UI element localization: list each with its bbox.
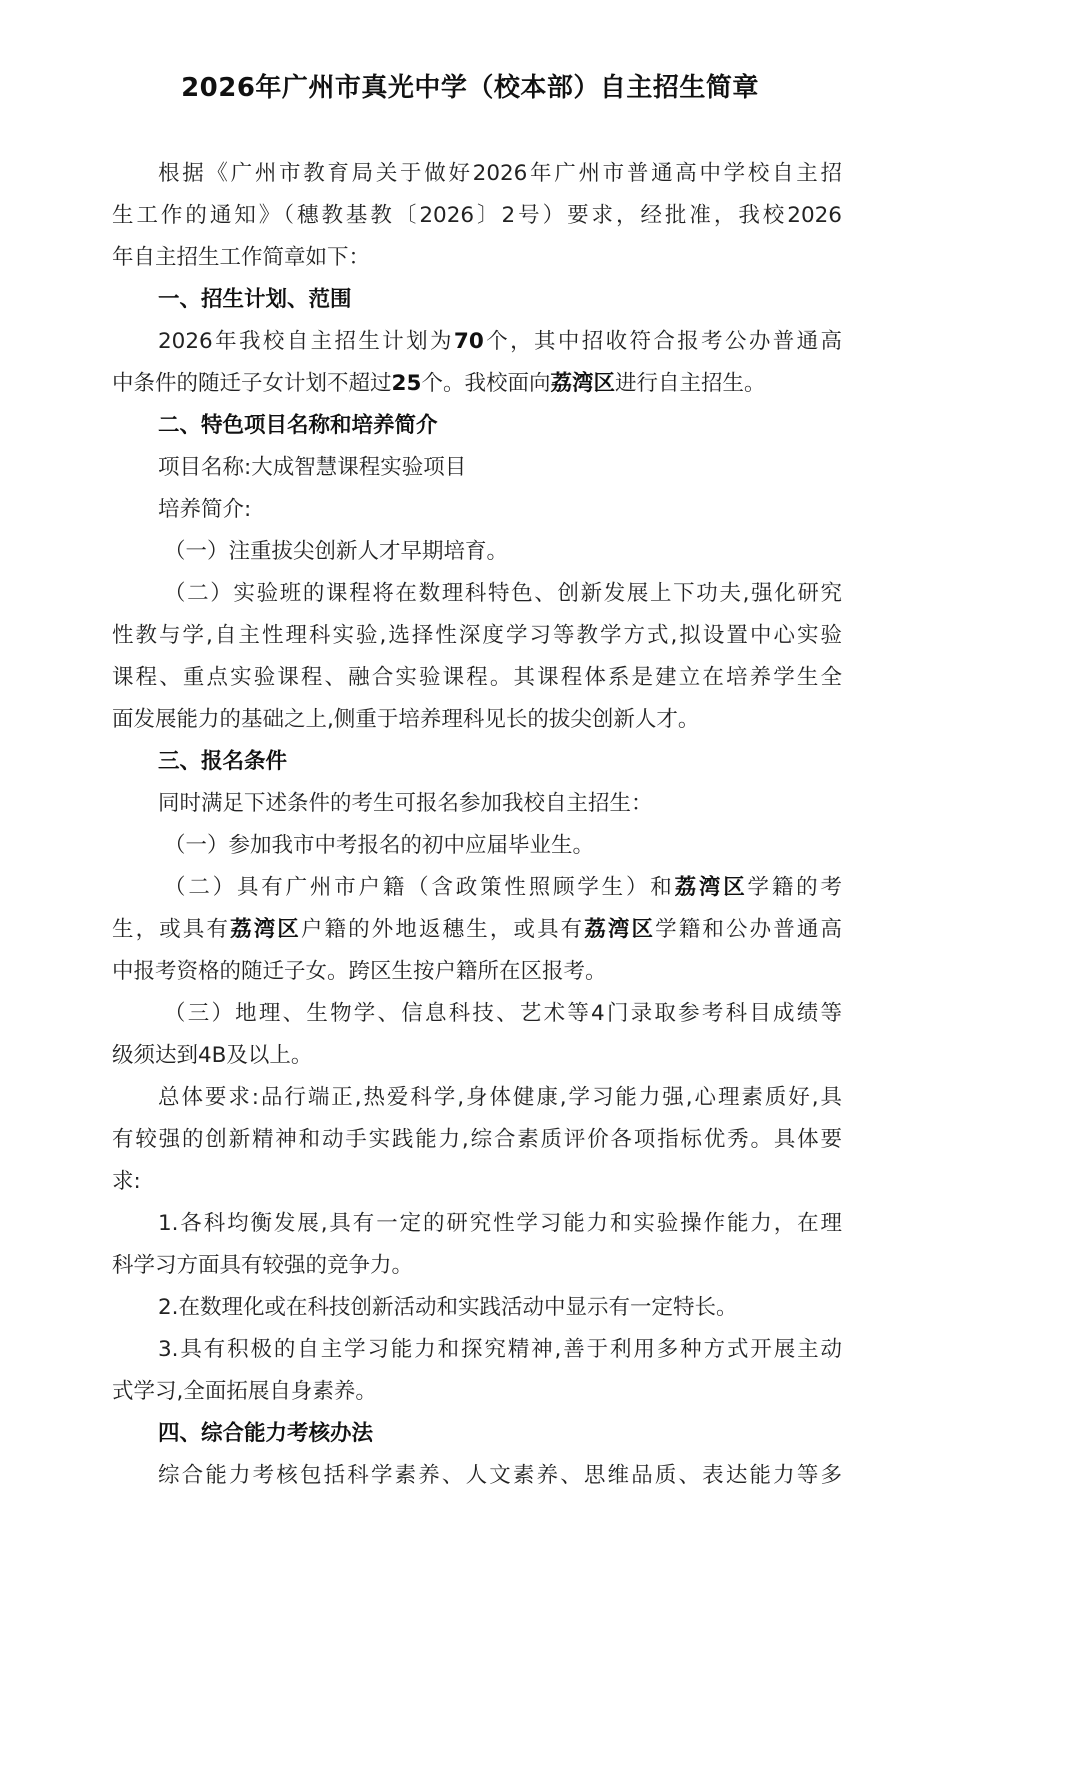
condition-1: （一）参加我市中考报名的初中应届毕业生。: [164, 833, 595, 858]
c2-text: 户籍的外地返穗生，或具有: [300, 917, 585, 942]
conditions-lead: 同时满足下述条件的考生可报名参加我校自主招生：: [158, 791, 653, 816]
document-title: 2026年广州市真光中学（校本部）自主招生简章: [181, 73, 759, 103]
training-point-2-line-3: 课程、重点实验课程、融合实验课程。其课程体系是建立在培养学生全: [112, 665, 842, 690]
requirement-1-line-2: 科学习方面具有较强的竞争力。: [112, 1253, 414, 1278]
condition-3-line-1: （三）地理、生物学、信息科技、艺术等4门录取参考科目成绩等: [164, 1001, 842, 1026]
condition-3-line-2: 级须达到4B及以上。: [112, 1043, 313, 1068]
c2-text: 生，或具有: [112, 917, 231, 942]
section-1-line-2: [112, 363, 842, 405]
training-point-2-line-4: 面发展能力的基础之上,侧重于培养理科见长的拔尖创新人才。: [112, 707, 700, 732]
district-name: 荔湾区: [584, 917, 656, 942]
section-2-heading: 二、特色项目名称和培养简介: [158, 413, 438, 438]
training-point-2-line-2: 性教与学,自主性理科实验,选择性深度学习等教学方式,拟设置中心实验: [112, 623, 842, 648]
section-4-heading: 四、综合能力考核办法: [158, 1421, 374, 1446]
overall-line-1: 总体要求:品行端正,热爱科学,身体健康,学习能力强,心理素质好,具: [158, 1085, 842, 1110]
section-4-line-1: 综合能力考核包括科学素养、人文素养、思维品质、表达能力等多: [158, 1463, 842, 1488]
training-point-2-line-1: （二）实验班的课程将在数理科特色、创新发展上下功夫,强化研究: [164, 581, 842, 606]
condition-2-line-1: [112, 867, 842, 909]
section-1-line-1: [112, 321, 842, 363]
section-1-heading: 一、招生计划、范围: [158, 287, 352, 312]
plan-count: 70: [453, 329, 484, 354]
s1-text: 个。我校面向: [421, 371, 551, 396]
c2-text: （二）具有广州市户籍（含政策性照顾学生）和: [164, 875, 675, 900]
s1-text: 进行自主招生。: [614, 371, 766, 396]
district-name: 荔湾区: [550, 371, 615, 396]
training-point-1: （一）注重拔尖创新人才早期培育。: [164, 539, 509, 564]
district-name: 荔湾区: [230, 917, 301, 942]
condition-2-line-2: [112, 909, 842, 951]
intro-line-2: 生工作的通知》（穗教基教〔2026〕2号）要求，经批准，我校2026: [112, 203, 842, 228]
migrant-count: 25: [391, 371, 422, 396]
intro-line-3: 年自主招生工作简章如下：: [112, 245, 371, 270]
condition-2-line-3: 中报考资格的随迁子女。跨区生按户籍所在区报考。: [112, 959, 607, 984]
s1-text: 个，其中招收符合报考公办普通高: [483, 329, 842, 354]
requirement-3-line-2: 式学习,全面拓展自身素养。: [112, 1379, 377, 1404]
requirement-2: 2.在数理化或在科技创新活动和实践活动中显示有一定特长。: [158, 1295, 738, 1320]
intro-line-1: 根据《广州市教育局关于做好2026年广州市普通高中学校自主招: [158, 161, 842, 186]
training-intro: 培养简介:: [158, 497, 252, 522]
c2-text: 学籍的考: [747, 875, 842, 900]
requirement-3-line-1: 3.具有积极的自主学习能力和探究精神,善于利用多种方式开展主动: [158, 1337, 842, 1362]
c2-text: 学籍和公办普通高: [655, 917, 842, 942]
overall-line-2: 有较强的创新精神和动手实践能力,综合素质评价各项指标优秀。具体要: [112, 1127, 842, 1152]
district-name: 荔湾区: [674, 875, 748, 900]
project-name: 项目名称:大成智慧课程实验项目: [158, 455, 467, 480]
section-3-heading: 三、报名条件: [158, 749, 288, 774]
document-body: [112, 153, 842, 1497]
s1-text: 2026年我校自主招生计划为: [158, 329, 454, 354]
s1-text: 中条件的随迁子女计划不超过: [112, 371, 392, 396]
overall-line-3: 求:: [112, 1169, 141, 1194]
requirement-1-line-1: 1.各科均衡发展,具有一定的研究性学习能力和实验操作能力，在理: [158, 1211, 842, 1236]
